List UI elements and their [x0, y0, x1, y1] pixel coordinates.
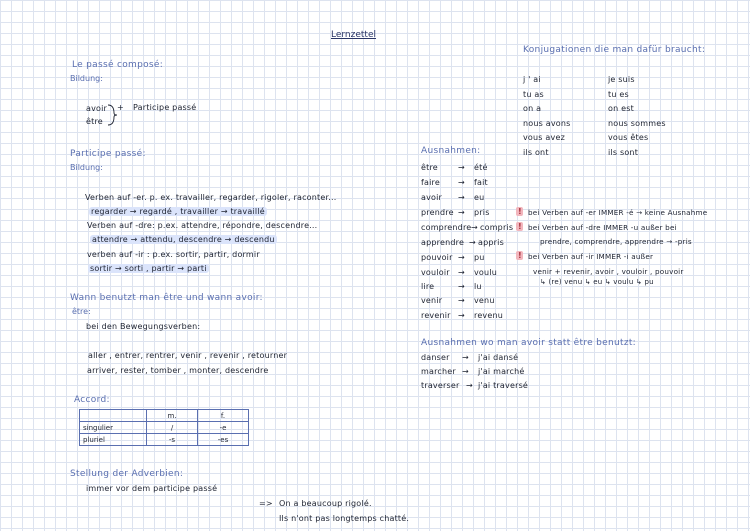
- example-sentence-2: Ils n'ont pas longtemps chatté.: [279, 514, 410, 523]
- exception-infinitive: venir: [421, 296, 443, 305]
- re-example: [90, 236, 277, 244]
- table-cell: /: [147, 422, 198, 434]
- exception-arrow: →: [458, 178, 465, 187]
- ir-rule: verben auf -ir : p.ex. sortir, partir, dormir: [87, 250, 260, 259]
- note-ir: bei Verben auf -ir IMMER -i außer: [528, 252, 654, 261]
- exception-infinitive: apprendre: [421, 238, 465, 247]
- stellung-heading: Stellung der Adverbien:: [70, 469, 184, 479]
- formula-avoir: avoir: [86, 104, 108, 113]
- etre-form: on est: [608, 104, 634, 113]
- exception-participle: lu: [474, 282, 482, 291]
- formula-bracket: [106, 103, 118, 127]
- avoir-exception-verb: danser: [421, 353, 450, 362]
- avoir-form: tu as: [523, 90, 544, 99]
- example-arrow: =>: [259, 499, 273, 508]
- etre-form: vous êtes: [608, 133, 649, 142]
- avoir-form: j ' ai: [523, 75, 541, 84]
- konjugationen-heading: Konjugationen die man dafür braucht:: [523, 45, 706, 55]
- table-cell: singulier: [80, 422, 147, 434]
- bewegung-label: bei den Bewegungsverben:: [86, 322, 201, 331]
- note-dre: bei Verben auf -dre IMMER -u außer bei: [528, 223, 677, 232]
- exception-participle: fait: [474, 178, 488, 187]
- avoir-exception-form: j'ai marché: [478, 367, 525, 376]
- table-cell: [80, 410, 147, 422]
- note-dre-exception: prendre, comprendre, apprendre → -pris: [540, 237, 692, 246]
- avoir-exception-verb: marcher: [421, 367, 456, 376]
- table-cell: -e: [198, 422, 249, 434]
- note-er: bei Verben auf -er IMMER -é → keine Ausnahme: [528, 208, 708, 217]
- note-ir-exceptions: venir + revenir, avoir , vouloir , pouvoir: [533, 267, 684, 276]
- avoir-exceptions-heading: Ausnahmen wo man avoir statt être benutzt:: [421, 338, 637, 348]
- etre-label: être:: [72, 307, 91, 316]
- exclamation-icon: !: [518, 222, 522, 231]
- exception-infinitive: lire: [421, 282, 435, 291]
- avoir-exception-arrow: →: [466, 381, 473, 390]
- exception-participle: eu: [474, 193, 485, 202]
- table-cell: pluriel: [80, 434, 147, 446]
- exclamation-icon: !: [518, 207, 522, 216]
- example-sentence-1: On a beaucoup rigolé.: [279, 499, 372, 508]
- exception-participle: pris: [474, 208, 490, 217]
- ausnahmen-heading: Ausnahmen:: [421, 146, 481, 156]
- etre-form: ils sont: [608, 148, 639, 157]
- bildung-label: Bildung:: [70, 74, 103, 83]
- exception-participle: revenu: [474, 311, 504, 320]
- table-cell: m.: [147, 410, 198, 422]
- table-row: [80, 434, 249, 446]
- passe-compose-heading: Le passé composé:: [72, 60, 164, 70]
- participe-passe-heading: Participe passé:: [70, 149, 146, 159]
- exception-infinitive: avoir: [421, 193, 443, 202]
- formula-etre: être: [86, 117, 103, 126]
- exception-arrow: →: [458, 282, 465, 291]
- exception-infinitive: prendre: [421, 208, 454, 217]
- exception-infinitive: comprendre: [421, 223, 472, 232]
- er-example-text: regarder → regardé , travailler → travaillé: [91, 207, 265, 216]
- exception-arrow: →: [458, 193, 465, 202]
- ir-example: [88, 265, 209, 273]
- re-example-text: attendre → attendu, descendre → descendu: [92, 235, 275, 244]
- accord-heading: Accord:: [74, 395, 110, 405]
- etre-form: tu es: [608, 90, 629, 99]
- exception-participle: appris: [478, 238, 504, 247]
- exception-participle: voulu: [474, 268, 497, 277]
- bewegung-verbs-1: aller , entrer, rentrer, venir , revenir , retourner: [88, 351, 288, 360]
- avoir-exception-verb: traverser: [421, 381, 460, 390]
- avoir-exception-arrow: →: [462, 367, 469, 376]
- avoir-form: on a: [523, 104, 542, 113]
- exception-infinitive: faire: [421, 178, 440, 187]
- exception-arrow: →: [458, 268, 465, 277]
- table-cell: -s: [147, 434, 198, 446]
- avoir-exception-arrow: →: [462, 353, 469, 362]
- table-cell: f.: [198, 410, 249, 422]
- exception-arrow: →: [458, 163, 465, 172]
- exception-arrow: →: [471, 223, 478, 232]
- avoir-exception-form: j'ai dansé: [478, 353, 519, 362]
- exception-participle: été: [474, 163, 488, 172]
- exception-infinitive: revenir: [421, 311, 451, 320]
- stellung-text: immer vor dem participe passé: [86, 484, 218, 493]
- exception-arrow: →: [458, 311, 465, 320]
- avoir-form: nous avons: [523, 119, 571, 128]
- exception-participle: venu: [474, 296, 495, 305]
- re-rule: Verben auf -dre: p.ex. attendre, répondre, descendre...: [87, 221, 318, 230]
- avoir-exception-form: j'ai traversé: [478, 381, 529, 390]
- er-example: [89, 208, 267, 216]
- table-row: [80, 422, 249, 434]
- exception-infinitive: pouvoir: [421, 253, 453, 262]
- exception-participle: compris: [480, 223, 514, 232]
- formula-plus: +: [117, 103, 124, 112]
- page-title: Lernzettel: [331, 30, 376, 40]
- exception-infinitive: vouloir: [421, 268, 450, 277]
- table-cell: -es: [198, 434, 249, 446]
- etre-form: nous sommes: [608, 119, 666, 128]
- accord-table: [79, 409, 249, 446]
- table-row: [80, 410, 249, 422]
- exception-arrow: →: [469, 238, 476, 247]
- exclamation-icon: !: [518, 251, 522, 260]
- ir-example-text: sortir → sorti , partir → parti: [90, 264, 207, 273]
- avoir-form: vous avez: [523, 133, 565, 142]
- exception-arrow: →: [458, 208, 465, 217]
- exception-participle: pu: [474, 253, 485, 262]
- wann-heading: Wann benutzt man être und wann avoir:: [70, 293, 263, 303]
- note-ir-participles: ↳ (re) venu ↳ eu ↳ voulu ↳ pu: [540, 278, 654, 286]
- exception-arrow: →: [458, 253, 465, 262]
- exception-infinitive: être: [421, 163, 438, 172]
- bewegung-verbs-2: arriver, rester, tomber , monter, descendre: [87, 366, 269, 375]
- bildung-label-2: Bildung:: [70, 163, 103, 172]
- avoir-form: ils ont: [523, 148, 549, 157]
- formula-participe: Participe passé: [133, 103, 197, 112]
- er-rule: Verben auf -er. p. ex. travailler, regarder, rigoler, raconter...: [85, 193, 337, 202]
- etre-form: je suis: [608, 75, 635, 84]
- exception-arrow: →: [458, 296, 465, 305]
